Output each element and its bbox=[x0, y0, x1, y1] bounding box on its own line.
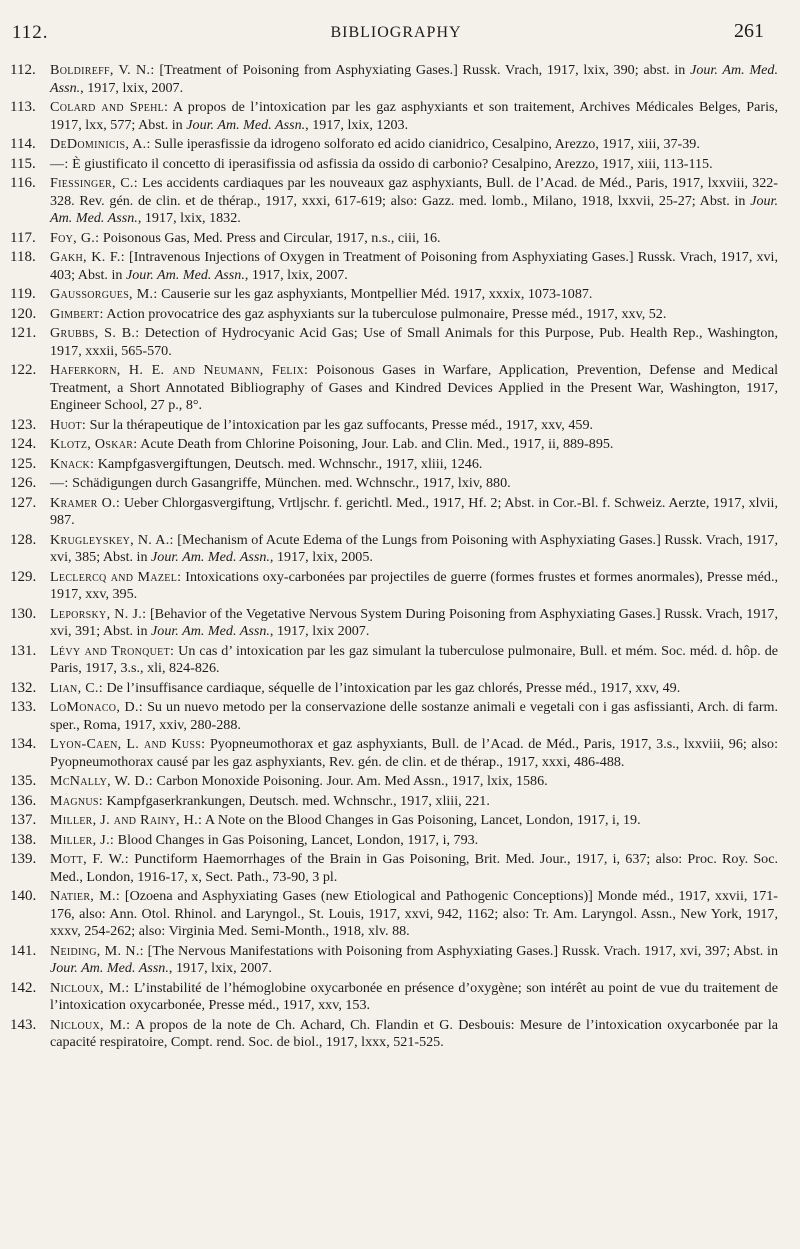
entry-author: Gakh, K. F.: bbox=[50, 249, 125, 265]
bibliography-entry bbox=[10, 62, 782, 97]
bibliography-entry bbox=[10, 699, 782, 734]
entry-citation bbox=[50, 436, 782, 454]
bibliography-entry bbox=[10, 456, 782, 474]
entry-text: Blood Changes in Gas Poisoning, Lancet, London, 1917, i, 793. bbox=[114, 831, 479, 848]
entry-citation bbox=[50, 569, 782, 604]
entry-reference: , 1917, lxix, 2007. bbox=[80, 79, 184, 96]
entry-number: 134. bbox=[10, 736, 37, 752]
entry-citation bbox=[50, 495, 782, 530]
entry-text: Detection of Hydrocyanic Acid Gas; Use of Small Animals for this Purpose, Pub. Health Rep., Washington, 1917, xxxii, 565-570. bbox=[50, 325, 779, 359]
entry-author: Leclercq and Mazel: bbox=[50, 568, 182, 585]
entry-text: Carbon Monoxide Poisoning. Jour. Am. Med Assn., 1917, lxix, 1586. bbox=[153, 773, 548, 789]
entry-text: Causerie sur les gaz asphyxiants, Montpellier Méd. 1917, xxxix, 1073-1087. bbox=[157, 286, 593, 302]
entry-journal: Jour. Am. Med. Assn. bbox=[151, 549, 270, 565]
entry-citation bbox=[50, 793, 782, 811]
entry-number: 133. bbox=[10, 699, 37, 715]
entry-text: Poisonous Gas, Med. Press and Circular, 1917, n.s., ciii, 16. bbox=[99, 229, 441, 246]
running-title: BIBLIOGRAPHY bbox=[330, 24, 462, 41]
bibliography-list bbox=[10, 62, 782, 1052]
entry-text: È giustificato il concetto di iperasifissia od asfissia da ossido di carbonio? Cesalpino, Arezzo, 1917, xiii, 113-115. bbox=[68, 155, 713, 172]
entry-number: 126. bbox=[10, 475, 37, 491]
entry-journal: Jour. Am. Med. Assn. bbox=[50, 62, 779, 96]
entry-text: Sulle iperasfissie da idrogeno solforato ed acido cianidrico, Cesalpino, Arezzo, 1917, xiii, 37-39. bbox=[150, 136, 700, 152]
entry-citation bbox=[50, 606, 782, 641]
entry-text: Schädigungen durch Gasangriffe, München. med. Wchnschr., 1917, lxiv, 880. bbox=[68, 475, 511, 491]
entry-number: 127. bbox=[10, 494, 37, 511]
entry-author: Gimbert: bbox=[50, 305, 104, 322]
entry-citation bbox=[50, 306, 782, 324]
entry-number: 119. bbox=[10, 286, 36, 302]
bibliography-entry bbox=[10, 99, 782, 134]
entry-author: Fiessinger, C.: bbox=[50, 175, 138, 191]
entry-citation bbox=[50, 475, 782, 493]
entry-author: Huot: bbox=[50, 416, 87, 433]
entry-number: 139. bbox=[10, 851, 37, 867]
entry-number: 120. bbox=[10, 305, 37, 322]
header-entry-number: 112. bbox=[12, 22, 49, 43]
entry-text: L’instabilité de l’hémoglobine oxycarbonée en présence d’oxygène; son intérêt au point de vue du traitement de l’intoxication oxycarbonée, Presse méd., 1917, xxv, 153. bbox=[50, 979, 778, 1013]
entry-citation bbox=[50, 362, 782, 415]
entry-citation bbox=[50, 325, 782, 360]
entry-author: Grubbs, S. B.: bbox=[50, 325, 140, 341]
bibliography-entry bbox=[10, 475, 782, 493]
entry-citation bbox=[50, 980, 782, 1015]
entry-text: Su un nuevo metodo per la conservazione delle sostanze animali e vegetali con i gas asfissianti, Arch. di farm. sper., Roma, 1917, xxiv, 280-288. bbox=[50, 699, 778, 733]
bibliography-entry bbox=[10, 680, 782, 698]
entry-text: Acute Death from Chlorine Poisoning, Jour. Lab. and Clin. Med., 1917, ii, 889-895. bbox=[137, 436, 614, 452]
bibliography-entry bbox=[10, 793, 782, 811]
entry-number: 140. bbox=[10, 888, 37, 904]
entry-citation bbox=[50, 136, 782, 154]
entry-citation bbox=[50, 943, 782, 978]
bibliography-entry bbox=[10, 306, 782, 324]
bibliography-entry bbox=[10, 851, 782, 886]
entry-text: Sur la thérapeutique de l’intoxication par les gaz suffocants, Presse méd., 1917, xxv, 459. bbox=[86, 416, 594, 433]
entry-author: DeDominicis, A.: bbox=[50, 136, 151, 152]
entry-reference: , 1917, lxix, 2007. bbox=[168, 960, 272, 976]
entry-author: Lévy and Tronquet: bbox=[50, 642, 175, 659]
entry-number: 143. bbox=[10, 1016, 37, 1033]
entry-number: 129. bbox=[10, 568, 37, 585]
bibliography-entry bbox=[10, 325, 782, 360]
bibliography-entry bbox=[10, 812, 782, 830]
entry-number: 138. bbox=[10, 831, 37, 848]
entry-text: A Note on the Blood Changes in Gas Poisoning, Lancet, London, 1917, i, 19. bbox=[202, 812, 641, 828]
entry-citation bbox=[50, 680, 782, 698]
entry-author: Miller, J. and Rainy, H.: bbox=[50, 812, 203, 828]
entry-text: [Mechanism of Acute Edema of the Lungs from Poisoning with Asphyxiating Gases.] Russk. Vrach, 1917, xvi, 385; Abst. in bbox=[50, 531, 778, 565]
entry-text: De l’insuffisance cardiaque, séquelle de l’intoxication par les gaz chlorés, Presse méd., 1917, xxv, 49. bbox=[102, 679, 681, 696]
page-number: 261 bbox=[734, 20, 764, 42]
bibliography-entry bbox=[10, 175, 782, 228]
bibliography-entry bbox=[10, 249, 782, 284]
entry-text: [Treatment of Poisoning from Asphyxiating Gases.] Russk. Vrach, 1917, lxix, 390; abst. in bbox=[154, 62, 691, 78]
entry-number: 135. bbox=[10, 773, 37, 789]
entry-author: Nicloux, M.: bbox=[50, 1016, 131, 1033]
entry-citation bbox=[50, 643, 782, 678]
entry-number: 136. bbox=[10, 792, 37, 809]
entry-author: Kramer O.: bbox=[50, 494, 121, 511]
entry-author: Krugleyskey, N. A.: bbox=[50, 531, 174, 548]
entry-number: 112. bbox=[10, 62, 36, 78]
entry-author: Lian, C.: bbox=[50, 679, 103, 696]
entry-reference: , 1917, lxix 2007. bbox=[269, 623, 370, 639]
entry-reference: , 1917, lxix, 1203. bbox=[305, 116, 409, 133]
entry-number: 142. bbox=[10, 979, 37, 996]
bibliography-entry bbox=[10, 643, 782, 678]
entry-number: 141. bbox=[10, 942, 37, 959]
entry-number: 124. bbox=[10, 436, 37, 452]
bibliography-entry bbox=[10, 156, 782, 174]
bibliography-entry bbox=[10, 943, 782, 978]
entry-text: Kampfgasvergiftungen, Deutsch. med. Wchnschr., 1917, xliii, 1246. bbox=[94, 455, 483, 472]
entry-author: —: bbox=[50, 475, 69, 491]
entry-citation bbox=[50, 1017, 782, 1052]
entry-journal: Jour. Am. Med. Assn. bbox=[125, 266, 245, 283]
entry-text: Action provocatrice des gaz asphyxiants sur la tuberculose pulmonaire, Presse méd., 1917, xxv, 52. bbox=[103, 305, 667, 322]
entry-author: Miller, J.: bbox=[50, 831, 115, 848]
entry-author: Natier, M.: bbox=[50, 888, 121, 904]
entry-number: 115. bbox=[10, 155, 36, 172]
entry-author: McNally, W. D.: bbox=[50, 773, 154, 789]
entry-author: Nicloux, M.: bbox=[50, 979, 130, 996]
entry-citation bbox=[50, 230, 782, 248]
bibliography-entry bbox=[10, 417, 782, 435]
entry-journal: Jour. Am. Med. Assn. bbox=[50, 192, 778, 226]
bibliography-entry bbox=[10, 532, 782, 567]
entry-citation bbox=[50, 773, 782, 791]
entry-citation bbox=[50, 99, 782, 134]
entry-text: [Behavior of the Vegetative Nervous System During Poisoning from Asphyxiating Gases.] Russk. Vrach, 1917, xvi, 391; Abst. in bbox=[50, 605, 779, 639]
bibliography-entry bbox=[10, 286, 782, 304]
entry-text: Pyopneumothorax et gaz asphyxiants, Bull. de l’Acad. de Méd., Paris, 1917, 3.s., lxxviii, 96; also: Pyopneumothorax causé par les gaz asphyxiants, Rev. gén. de clin. et de thérap., 1917, xxxi, 486-488. bbox=[50, 736, 778, 770]
entry-citation bbox=[50, 249, 782, 284]
entry-number: 131. bbox=[10, 642, 37, 659]
bibliography-entry bbox=[10, 773, 782, 791]
bibliography-entry bbox=[10, 832, 782, 850]
entry-citation bbox=[50, 175, 782, 228]
entry-author: Klotz, Oskar: bbox=[50, 436, 138, 452]
entry-number: 114. bbox=[10, 136, 36, 152]
bibliography-entry bbox=[10, 495, 782, 530]
entry-journal: Jour. Am. Med. Assn. bbox=[151, 623, 270, 639]
entry-citation bbox=[50, 699, 782, 734]
entry-number: 130. bbox=[10, 605, 37, 622]
entry-number: 137. bbox=[10, 812, 37, 828]
entry-author: Neiding, M. N.: bbox=[50, 942, 144, 959]
entry-author: Gaussorgues, M.: bbox=[50, 286, 158, 302]
entry-author: Knack: bbox=[50, 455, 95, 472]
entry-number: 128. bbox=[10, 531, 37, 548]
entry-citation bbox=[50, 812, 782, 830]
bibliography-entry bbox=[10, 606, 782, 641]
bibliography-entry bbox=[10, 1017, 782, 1052]
entry-citation bbox=[50, 286, 782, 304]
entry-number: 132. bbox=[10, 679, 37, 696]
bibliography-entry bbox=[10, 980, 782, 1015]
running-header bbox=[10, 18, 782, 58]
entry-author: Mott, F. W.: bbox=[50, 851, 129, 867]
bibliography-entry bbox=[10, 230, 782, 248]
entry-number: 123. bbox=[10, 416, 37, 433]
entry-number: 116. bbox=[10, 175, 36, 191]
entry-citation bbox=[50, 888, 782, 941]
entry-text: Un cas d’ intoxication par les gaz simulant la tuberculose pulmonaire, Bull. et mém. Soc. méd. d. hôp. de Paris, 1917, 3.s., xli, 824-826. bbox=[50, 642, 778, 676]
entry-author: Boldireff, V. N.: bbox=[50, 62, 155, 78]
entry-citation bbox=[50, 417, 782, 435]
entry-number: 121. bbox=[10, 325, 37, 341]
entry-author: Foy, G.: bbox=[50, 229, 100, 246]
entry-author: LoMonaco, D.: bbox=[50, 699, 144, 715]
entry-text: Ueber Chlorgasvergiftung, Vrtljschr. f. gerichtl. Med., 1917, Hf. 2; Abst. in Cor.-Bl. f. Schweiz. Aerzte, 1917, xlvii, 987. bbox=[50, 494, 778, 528]
entry-citation bbox=[50, 456, 782, 474]
entry-text: Les accidents cardiaques par les nouveaux gaz asphyxiants, Bull. de l’Acad. de Méd., Paris, 1917, lxxviii, 322-328. Rev. gén. de clin. et de thérap., 1917, xxxi, 617-619; also: Gazz. med. lomb., Milano, 1918, lxxvii, 25-27; Abst. in bbox=[50, 175, 778, 209]
entry-text: [Intravenous Injections of Oxygen in Treatment of Poisoning from Asphyxiating Gases.] Russk. Vrach, 1917, xvi, 403; Abst. in bbox=[50, 249, 778, 283]
entry-reference: , 1917, lxix, 1832. bbox=[137, 210, 241, 226]
entry-author: Leporsky, N. J.: bbox=[50, 605, 147, 622]
bibliography-entry bbox=[10, 736, 782, 771]
entry-text: Kampfgaserkrankungen, Deutsch. med. Wchnschr., 1917, xliii, 221. bbox=[103, 792, 490, 809]
entry-number: 118. bbox=[10, 249, 36, 265]
entry-number: 122. bbox=[10, 362, 37, 378]
entry-reference: , 1917, lxix, 2007. bbox=[244, 266, 348, 283]
bibliography-entry bbox=[10, 436, 782, 454]
entry-reference: , 1917, lxix, 2005. bbox=[269, 549, 373, 565]
entry-journal: Jour. Am. Med. Assn. bbox=[186, 116, 306, 133]
entry-text: Punctiform Haemorrhages of the Brain in Gas Poisoning, Brit. Med. Jour., 1917, i, 637; also: Proc. Roy. Soc. Med., London, 1916-17, x, Sect. Path., 73-90, 3 pl. bbox=[50, 851, 778, 885]
entry-text: A propos de la note de Ch. Achard, Ch. Flandin et G. Desbouis: Mesure de l’intoxication oxycarbonée par la capacité respiratoire, Compt. rend. Soc. de biol., 1917, lxxx, 521-525. bbox=[50, 1016, 778, 1050]
entry-number: 117. bbox=[10, 229, 36, 246]
entry-text: [Ozoena and Asphyxiating Gases (new Etiological and Pathogenic Conceptions)] Monde méd., 1917, xxvii, 171-176, also: Ann. Otol. Rhinol. and Laryngol., St. Louis, 1917, xxvi, 942, 1162; also: Tr. Am. Laryngol. Assn., New York, 1917, xxxv, 254-262; also: Virginia Med. Semi-Month., 1918, xlv. 88. bbox=[50, 888, 779, 939]
bibliography-entry bbox=[10, 136, 782, 154]
entry-author: Haferkorn, H. E. and Neumann, Felix: bbox=[50, 362, 309, 378]
entry-citation bbox=[50, 832, 782, 850]
entry-number: 125. bbox=[10, 455, 37, 472]
entry-text: Poisonous Gases in Warfare, Application, Prevention, Defense and Medical Treatment, a Short Annotated Bibliography of Gases and Kindred Devices Applied in the Present War, Washington, 1917, Engineer School, 27 p., 8°. bbox=[50, 362, 778, 413]
entry-citation bbox=[50, 851, 782, 886]
entry-author: Magnus: bbox=[50, 792, 103, 809]
bibliography-entry bbox=[10, 888, 782, 941]
entry-author: Lyon-Caen, L. and Kuss: bbox=[50, 736, 206, 752]
entry-author: —: bbox=[50, 155, 69, 172]
entry-citation bbox=[50, 156, 782, 174]
entry-text: Intoxications oxy-carbonées par projectiles de guerre (formes frustes et formes anormales), Presse méd., 1917, xxv, 395. bbox=[50, 568, 778, 602]
entry-author: Colard and Spehl: bbox=[50, 99, 169, 115]
entry-journal: Jour. Am. Med. Assn. bbox=[50, 960, 169, 976]
entry-citation bbox=[50, 532, 782, 567]
entry-citation bbox=[50, 736, 782, 771]
entry-citation bbox=[50, 62, 782, 97]
entry-number: 113. bbox=[10, 99, 36, 115]
bibliography-entry bbox=[10, 362, 782, 415]
bibliography-entry bbox=[10, 569, 782, 604]
entry-text: [The Nervous Manifestations with Poisoning from Asphyxiating Gases.] Russk. Vrach. 1917, xvi, 397; Abst. in bbox=[143, 942, 778, 959]
entry-text: A propos de l’intoxication par les gaz asphyxiants et son traitement, Archives Médicales Belges, Paris, 1917, lxx, 577; Abst. in bbox=[50, 99, 778, 133]
